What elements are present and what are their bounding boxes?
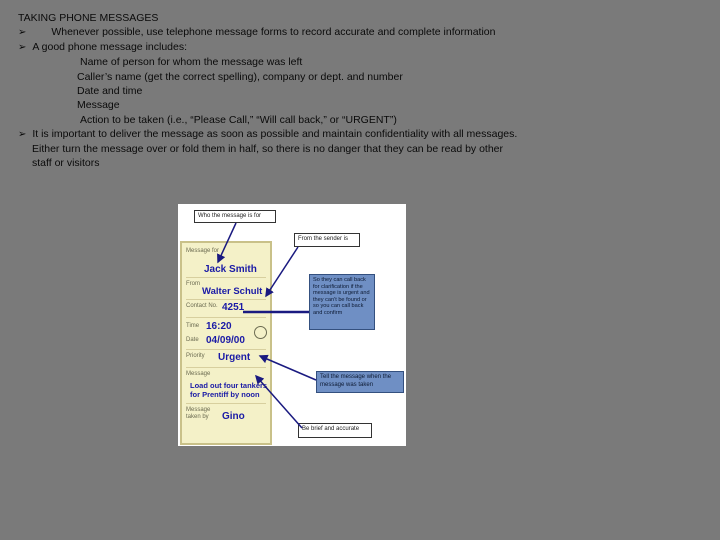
arrow-action: [260, 356, 316, 380]
callout-action: Tell the message when the message was taken: [316, 371, 404, 393]
form-value-message-for: Jack Smith: [204, 264, 257, 275]
bullet-arrow-icon: ➢: [18, 42, 27, 53]
arrow-who-for: [218, 223, 236, 262]
form-value-taken-by: Gino: [222, 411, 245, 422]
form-label-message: Message: [186, 371, 211, 377]
bullet-continuation: staff or visitors: [32, 157, 100, 169]
bullet-arrow-icon: ➢: [18, 129, 27, 140]
bullet-continuation: Either turn the message over or fold them in half, so there is no danger that they can be read by other: [32, 143, 504, 155]
form-value-message-line1: Load out four tankers: [190, 381, 268, 390]
callout-arrows: [178, 204, 406, 446]
arrow-accurate: [256, 376, 302, 428]
bullet-text: A good phone message includes:: [32, 41, 188, 53]
form-value-from: Walter Schult: [202, 286, 263, 297]
arrow-from-sender: [266, 247, 298, 296]
sub-item: Name of person for whom the message was left: [80, 56, 303, 68]
form-value-date: 04/09/00: [206, 335, 245, 346]
slide-title: TAKING PHONE MESSAGES: [18, 12, 159, 24]
form-value-time: 16:20: [206, 321, 232, 332]
bullet-item-2: [18, 41, 187, 54]
bullet-arrow-icon: ➢: [18, 27, 27, 38]
form-value-contact: 4251: [222, 302, 245, 313]
form-label-taken-by: Message taken by: [186, 407, 211, 420]
form-label-priority: Priority: [186, 353, 205, 359]
callout-contact: So they can call back for clarification if the message is urgent and they can't be found or so you can call back and confirm: [309, 274, 375, 330]
form-label-from: From: [186, 281, 200, 287]
bullet-text: Whenever possible, use telephone message forms to record accurate and complete information: [51, 26, 496, 38]
bullet-text: It is important to deliver the message as soon as possible and maintain confidentiality with all messages.: [32, 128, 518, 140]
form-value-priority: Urgent: [218, 352, 251, 363]
form-label-contact: Contact No.: [186, 303, 218, 309]
sub-item: Message: [77, 99, 120, 111]
bullet-item-1: [18, 26, 495, 39]
form-value-message-line2: for Prentiff by noon: [190, 390, 260, 399]
bullet-item-3: [18, 128, 517, 141]
form-label-time: Time: [186, 323, 200, 329]
sub-item: Date and time: [77, 85, 143, 97]
callout-from-sender: From the sender is: [294, 233, 360, 247]
form-label-message-for: Message for: [186, 248, 220, 254]
phone-message-figure: [178, 204, 406, 446]
sub-item: Caller’s name (get the correct spelling), company or dept. and number: [77, 71, 403, 83]
sub-item: Action to be taken (i.e., “Please Call,” “Will call back,” or “URGENT”): [80, 114, 397, 126]
form-label-date: Date: [186, 337, 199, 343]
callout-who-for: Who the message is for: [194, 210, 276, 223]
callout-accurate: Be brief and accurate: [298, 423, 372, 438]
